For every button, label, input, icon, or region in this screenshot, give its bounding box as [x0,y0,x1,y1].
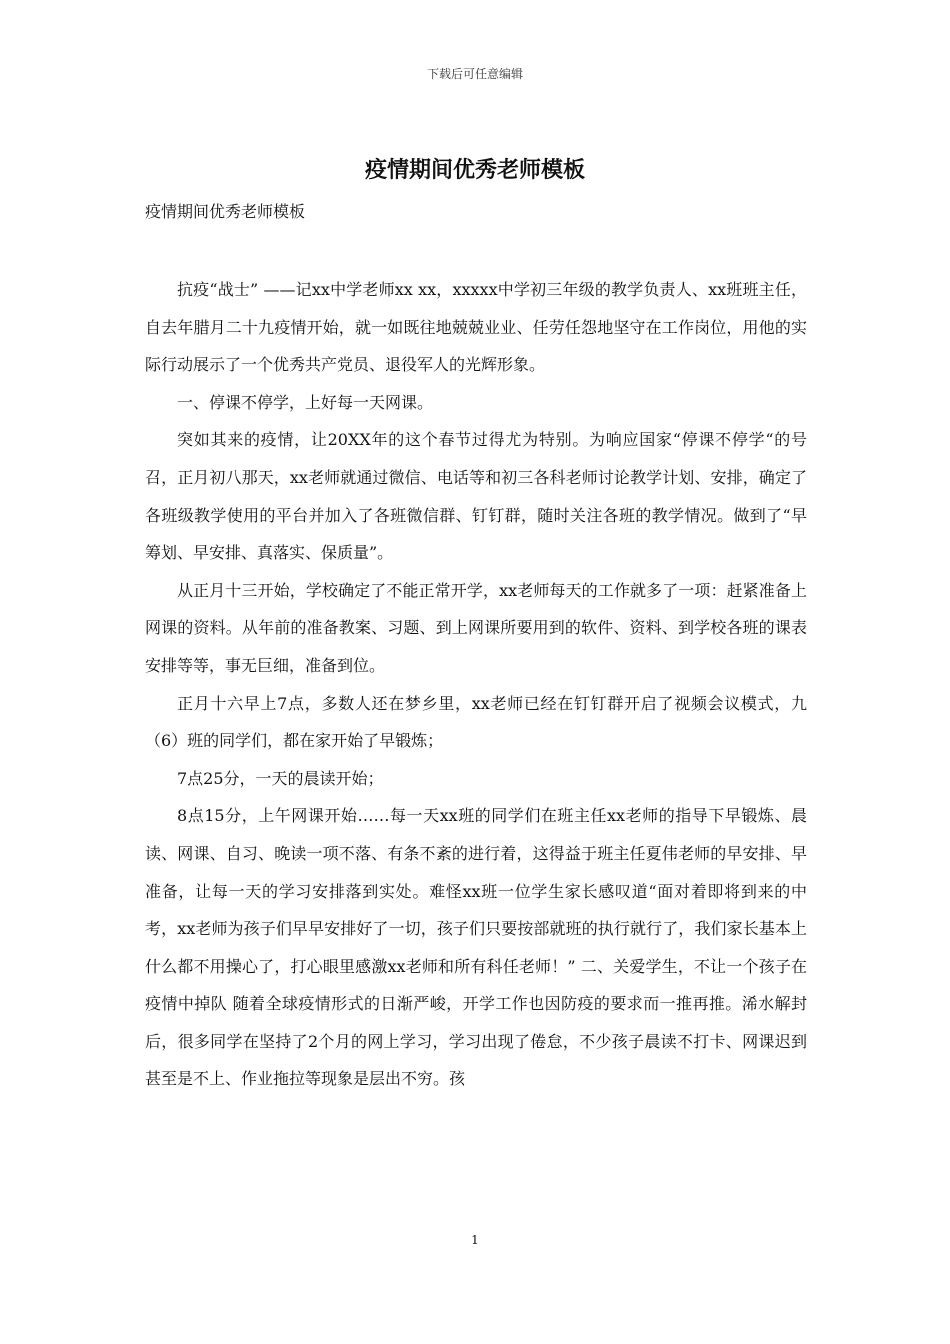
paragraph: 正月十六早上7点，多数人还在梦乡里，xx老师已经在钉钉群开启了视频会议模式，九（6）班的同学们，都在家开始了早锻炼； [145,693,807,751]
paragraph: 突如其来的疫情，让20XX年的这个春节过得尤为特别。为响应国家“停课不停学“的号召，正月初八那天，xx老师就通过微信、电话等和初三各科老师讨论教学计划、安排，确定了各班级教学使用的平台并加入了各班微信群、钉钉群，随时关注各班的教学情况。做到了“早筹划、早安排、真落实、保质量”。 [145,430,807,563]
page-header-note: 下载后可任意编辑 [426,67,523,81]
paragraph: 8点15分，上午网课开始……每一天xx班的同学们在班主任xx老师的指导下早锻炼、晨读、网课、自习、晚读一项不落、有条不紊的进行着，这得益于班主任夏伟老师的早安排、早准备，让每一天的学习安排落到实处。难怪xx班一位学生家长感叹道“面对着即将到来的中考，xx老师为孩子们早早安排好了一切，孩子们只要按部就班的执行就行了，我们家长基本上什么都不用操心了，打心眼里感激xx老师和所有科任老师！” 二、关爱学生，不让一个孩子在疫情中掉队 随着全球疫情形式的日渐严峻，开学工作也因防疫的要求而一推再推。浠水解封后，很多同学在坚持了2个月的网上学习，学习出现了倦怠，不少孩子晨读不打卡、网课迟到甚至是不上、作业拖拉等现象是层出不穷。孩 [145,806,807,1089]
paragraph-section-heading: 一、停课不停学，上好每一天网课。 [177,392,434,412]
document-body [145,271,807,1098]
document-title: 疫情期间优秀老师模板 [364,157,585,183]
page-number: 1 [471,1233,479,1247]
paragraph: 从正月十三开始，学校确定了不能正常开学，xx老师每天的工作就多了一项：赶紧准备上网课的资料。从年前的准备教案、习题、到上网课所要用到的软件、资料、到学校各班的课表安排等等，事无巨细，准备到位。 [145,580,807,675]
document-subtitle: 疫情期间优秀老师模板 [145,202,306,221]
paragraph: 7点25分，一天的晨读开始； [177,768,384,788]
paragraph-intro: 抗疫“战士” ——记xx中学老师xx xx，xxxxx中学初三年级的教学负责人、xx班班主任，自去年腊月二十九疫情开始，就一如既往地兢兢业业、任劳任怨地坚守在工作岗位，用他的实际行动展示了一个优秀共产党员、退役军人的光辉形象。 [145,280,807,375]
